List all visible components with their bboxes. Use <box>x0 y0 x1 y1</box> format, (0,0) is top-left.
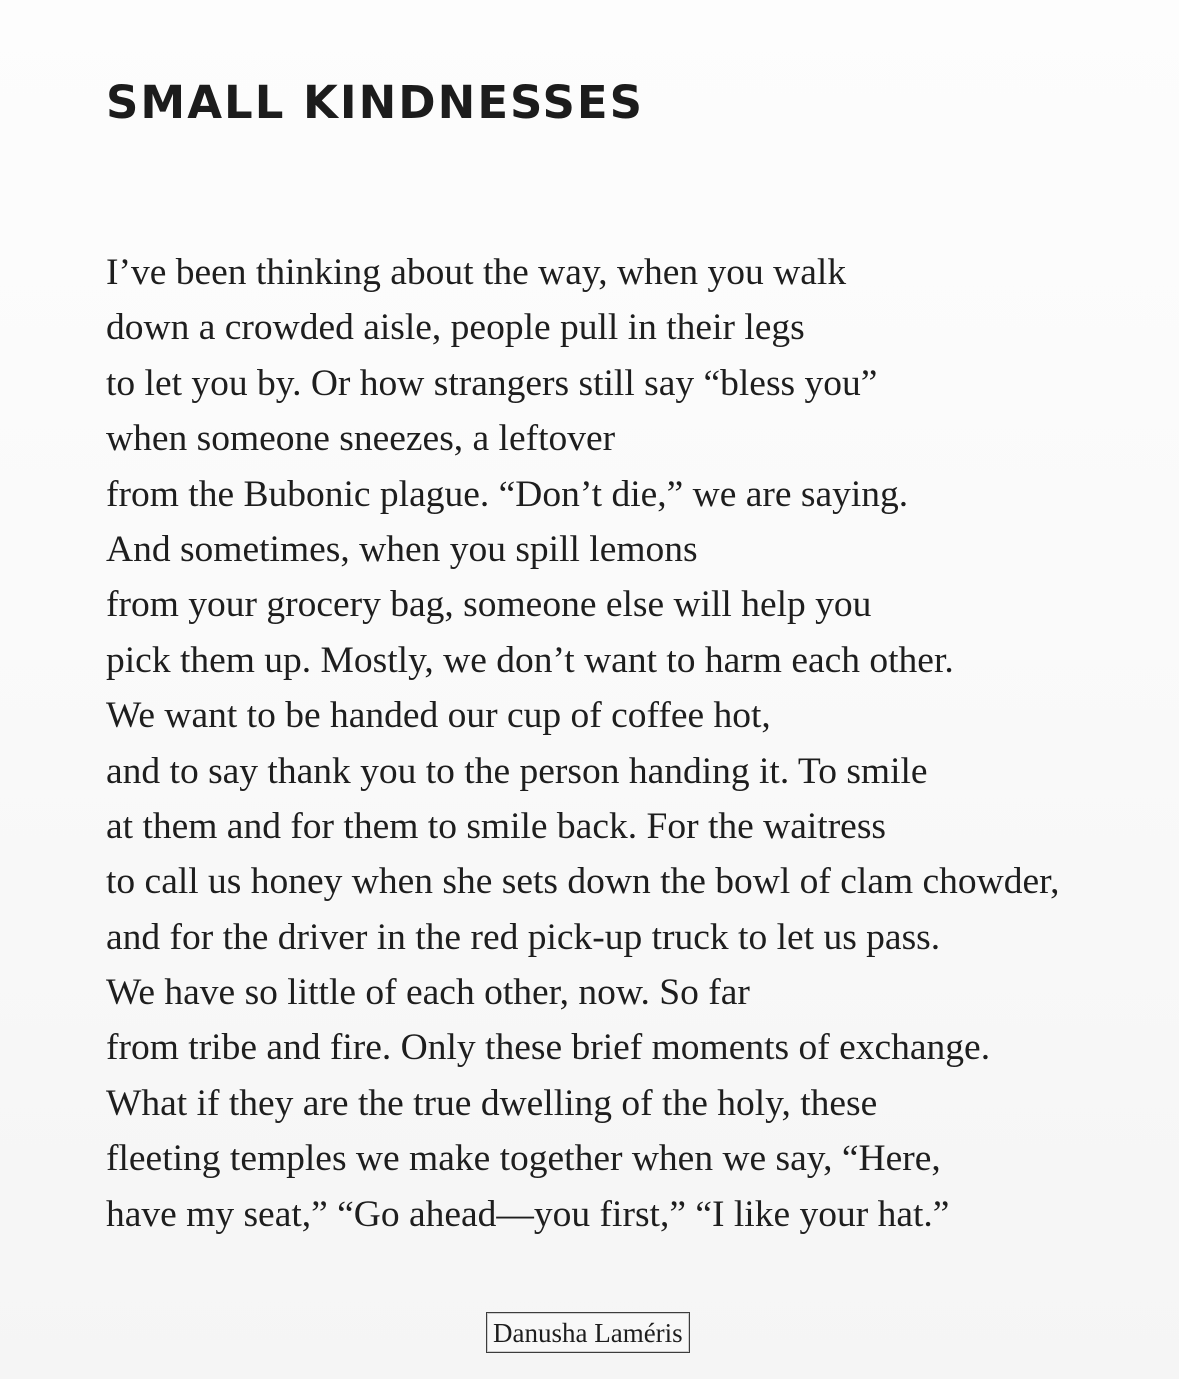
author-credit: Danusha Laméris <box>486 1312 690 1353</box>
poem-line: fleeting temples we make together when we say, “Here, <box>106 1138 941 1180</box>
poem-body <box>106 245 1166 1242</box>
poem-line: to let you by. Or how strangers still say “bless you” <box>106 362 878 404</box>
poem-line: at them and for them to smile back. For the waitress <box>106 805 887 847</box>
poem-title: SMALL KINDNESSES <box>106 76 645 129</box>
poem-line: have my seat,” “Go ahead—you first,” “I like your hat.” <box>106 1193 950 1235</box>
poem-line: We have so little of each other, now. So far <box>106 972 750 1014</box>
poem-line: and for the driver in the red pick-up truck to let us pass. <box>106 916 941 958</box>
poem-line: to call us honey when she sets down the bowl of clam chowder, <box>106 861 1060 903</box>
poem-line: from tribe and fire. Only these brief moments of exchange. <box>106 1027 991 1069</box>
poem-line: I’ve been thinking about the way, when you walk <box>106 252 847 293</box>
poem-line: when someone sneezes, a leftover <box>106 418 616 460</box>
poem-line: What if they are the true dwelling of the holy, these <box>106 1082 878 1124</box>
poem-line: And sometimes, when you spill lemons <box>106 528 698 570</box>
poem-line: We want to be handed our cup of coffee hot, <box>106 695 771 737</box>
poem-line: pick them up. Mostly, we don’t want to harm each other. <box>106 639 954 681</box>
poem-line: down a crowded aisle, people pull in their legs <box>106 307 805 349</box>
poem-line: from your grocery bag, someone else will help you <box>106 584 872 626</box>
poem-line: and to say thank you to the person handing it. To smile <box>106 750 928 792</box>
poem-line: from the Bubonic plague. “Don’t die,” we are saying. <box>106 473 909 515</box>
